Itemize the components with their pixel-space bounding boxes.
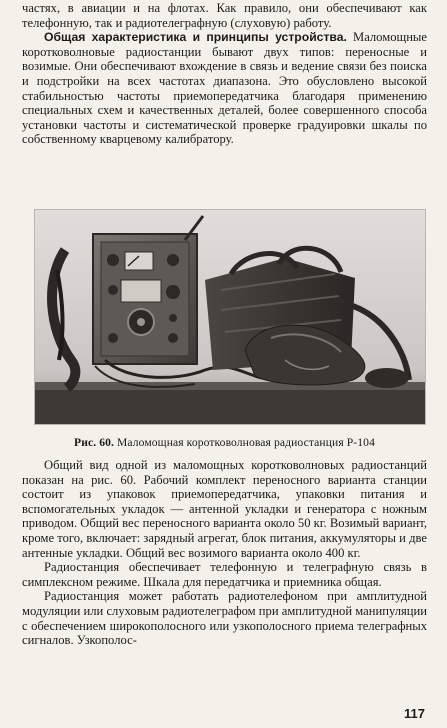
paragraph: Общий вид одной из маломощных коротковолновых радиостанций показан на рис. 60. Рабочий комплект переносного варианта станции состоит из упаковок приемопередатчика, упаковки питания и вспомогательных укладок — антенной укладки и генератора с ножным приводом. Общий вес переносного варианта около 50 кг. Возимый вариант, кроме того, включает: зарядный агрегат, блок питания, аккумуляторы и две антенные укладки. Общий вес возимого варианта около 400 кг.	[22, 458, 427, 560]
figure-caption	[22, 436, 427, 451]
figure-label: Рис. 60.	[74, 436, 115, 449]
figure-photo	[34, 209, 426, 425]
section-paragraph	[22, 30, 427, 147]
figure-caption-text: Маломощная коротковолновая радиостанция Р-104	[114, 436, 375, 449]
text-block-bottom	[22, 458, 427, 648]
text-block-top	[22, 1, 427, 147]
page-number: 117	[404, 706, 425, 721]
section-heading: Общая характеристика и принципы устройства.	[44, 30, 347, 45]
radio-station-photo-icon	[35, 210, 425, 424]
paragraph: Радиостанция обеспечивает телефонную и телеграфную связь в симплексном режиме. Шкала для передатчика и приемника общая.	[22, 560, 427, 589]
section-body: Маломощные коротковолновые радиостанции бывают двух типов: переносные и возимые. Они обеспечивают вхождение в связь и ведение связи без поиска и подстройки на всех частотах диапазона. Это обусловлено высокой стабильностью частоты приемопередатчика благодаря применению специальных схем и качественных деталей, более совершенного способа установки частоты и систематической проверке градуировки шкалы по собственному кварцевому калибратору.	[22, 30, 427, 147]
paragraph: Радиостанция может работать радиотелефоном при амплитудной модуляции или слуховым радиотелеграфом при амплитудной манипуляции с обеспечением широкополосного или узкополосного приема телеграфных сигналов. Узкополос-	[22, 589, 427, 648]
paragraph-continued: частях, в авиации и на флотах. Как правило, они обеспечивают как телефонную, так и радиотелеграфную (слуховую) работу.	[22, 1, 427, 30]
